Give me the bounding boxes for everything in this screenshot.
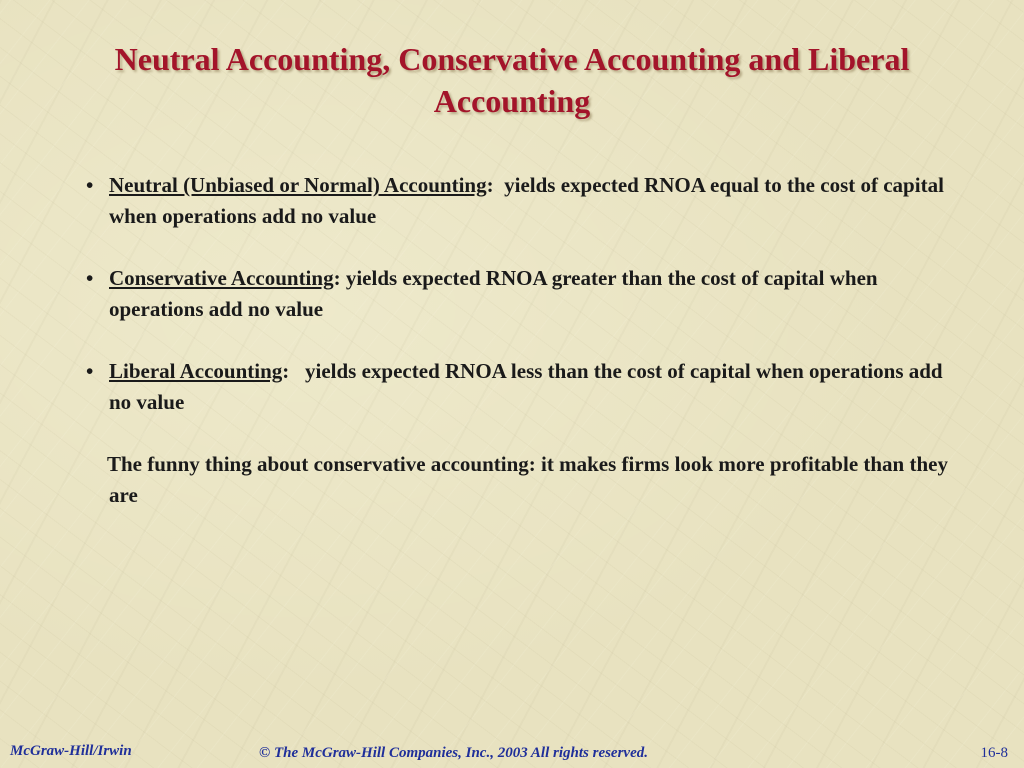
bullet-point-icon: • [86,359,94,383]
bullet-term: Liberal Accounting [109,359,283,383]
bullet-point-icon: • [86,173,94,197]
footer-publisher: McGraw-Hill/Irwin [10,743,132,759]
bullet-term: Conservative Accounting [109,266,334,290]
slide-note: The funny thing about conservative accounting: it makes firms look more profitable than they are [107,452,948,507]
bullet-separator: : [333,266,341,290]
bullet-term: Neutral (Unbiased or Normal) Accounting [109,173,487,197]
bullet-text: yields expected RNOA greater than the cost of capital when operations add no value [109,266,883,321]
bullet-separator: : [282,359,290,383]
bullet-neutral-accounting [86,170,966,232]
bullet-text: yields expected RNOA equal to the cost of capital when operations add no value [109,173,950,228]
bullet-liberal-accounting [86,356,966,418]
bullet-conservative-accounting [86,263,966,325]
slide-content [86,170,966,511]
bullet-text: yields expected RNOA less than the cost of capital when operations add no value [109,359,948,414]
bullet-separator: : [486,173,494,197]
slide-title: Neutral Accounting, Conservative Accounting and Liberal Accounting [114,41,910,119]
footer-page-number: 16-8 [980,745,1008,761]
bullet-point-icon: • [86,266,94,290]
footer-copyright: © The McGraw-Hill Companies, Inc., 2003 All rights reserved. [259,745,648,761]
